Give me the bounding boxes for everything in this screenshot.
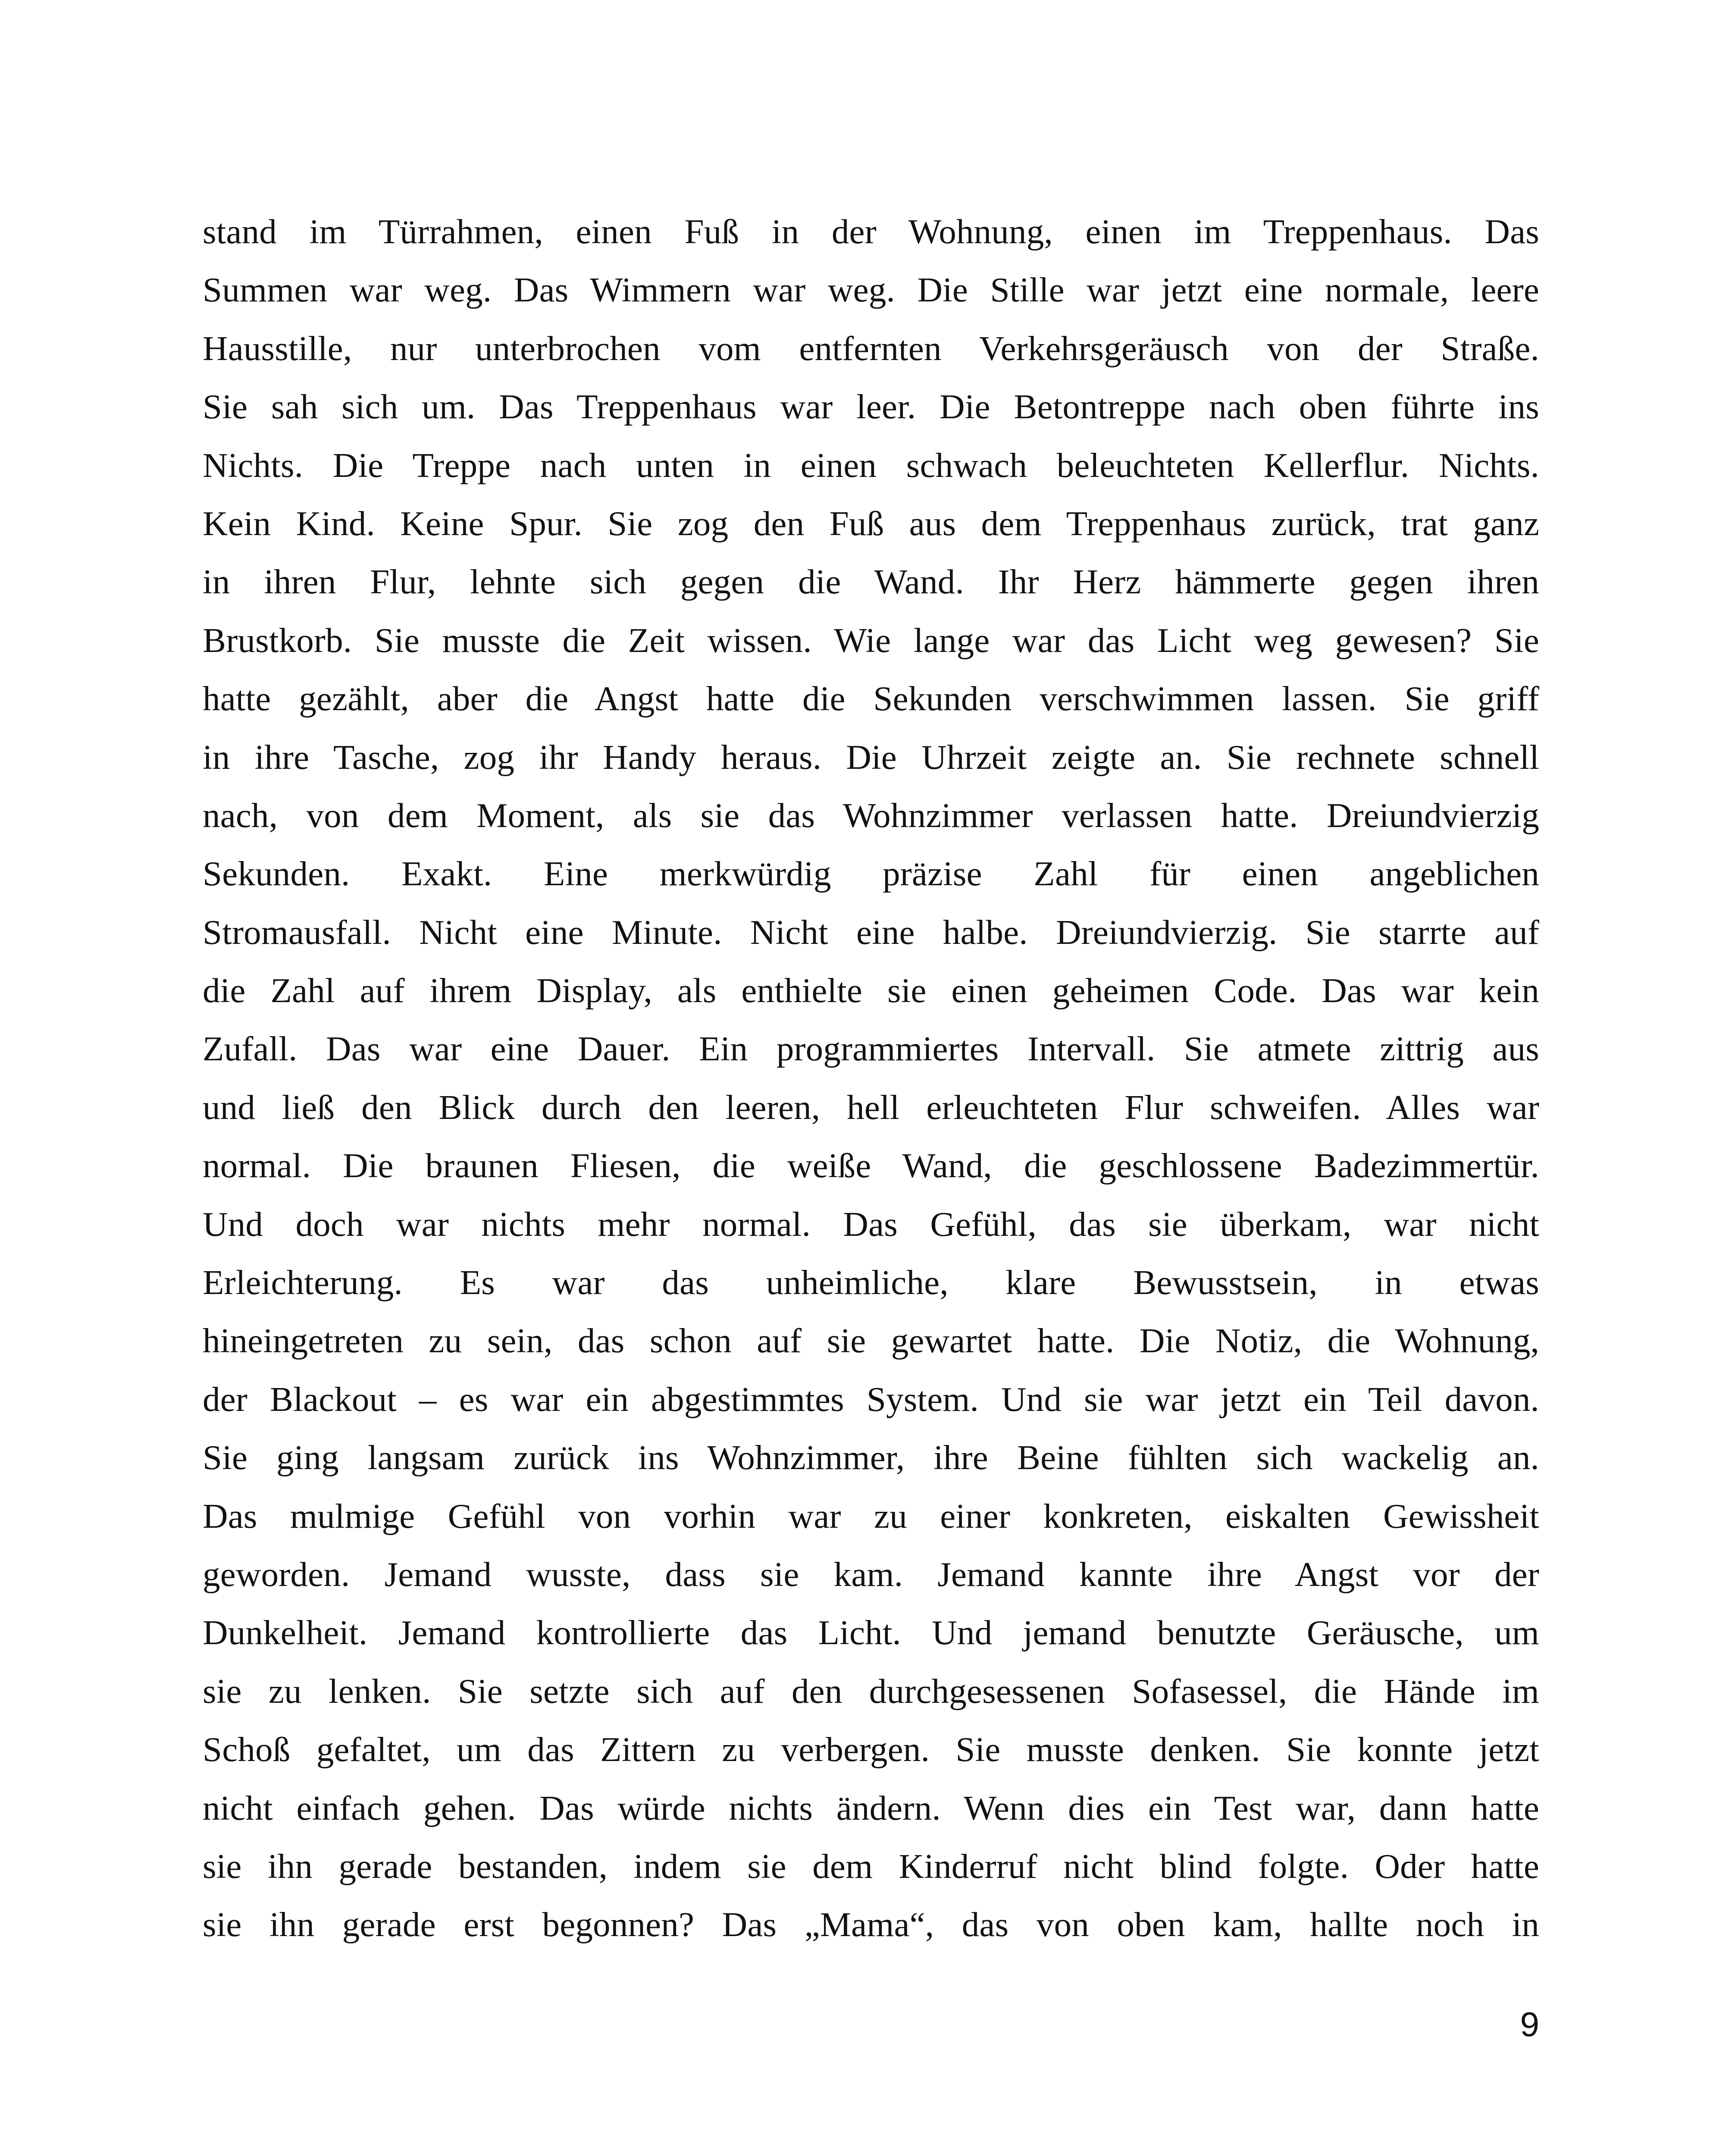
text-line: Sie ging langsam zurück ins Wohnzimmer, ihre Beine fühlten sich wackelig an. (203, 1438, 1539, 1477)
text-line: nach, von dem Moment, als sie das Wohnzimmer verlassen hatte. Dreiundvierzig (203, 796, 1539, 835)
text-line: Nichts. Die Treppe nach unten in einen schwach beleuchteten Kellerflur. Nichts. (203, 445, 1539, 485)
text-line: Und doch war nichts mehr normal. Das Gefühl, das sie überkam, war nicht (203, 1204, 1539, 1244)
text-line: hatte gezählt, aber die Angst hatte die Sekunden verschwimmen lassen. Sie griff (203, 679, 1539, 718)
text-line: die Zahl auf ihrem Display, als enthielte sie einen geheimen Code. Das war kein (203, 971, 1539, 1010)
text-line: Schoß gefaltet, um das Zittern zu verbergen. Sie musste denken. Sie konnte jetzt (203, 1730, 1539, 1769)
text-line: sie zu lenken. Sie setzte sich auf den durchgesessenen Sofasessel, die Hände im (203, 1671, 1539, 1711)
text-line: sie ihn gerade erst begonnen? Das „Mama“, das von oben kam, hallte noch in (203, 1905, 1539, 1944)
text-line: Das mulmige Gefühl von vorhin war zu einer konkreten, eiskalten Gewissheit (203, 1496, 1539, 1536)
text-line: in ihre Tasche, zog ihr Handy heraus. Die Uhrzeit zeigte an. Sie rechnete schnell (203, 737, 1539, 777)
text-line: Sie sah sich um. Das Treppenhaus war leer. Die Betontreppe nach oben führte ins (203, 387, 1539, 426)
text-line: der Blackout – es war ein abgestimmtes System. Und sie war jetzt ein Teil davon. (203, 1379, 1539, 1419)
text-line: geworden. Jemand wusste, dass sie kam. Jemand kannte ihre Angst vor der (203, 1554, 1539, 1594)
page-number: 9 (1520, 2005, 1539, 2043)
text-line: Stromausfall. Nicht eine Minute. Nicht eine halbe. Dreiundvierzig. Sie starrte auf (203, 912, 1539, 952)
text-line: Summen war weg. Das Wimmern war weg. Die Stille war jetzt eine normale, leere (203, 270, 1539, 310)
text-line: nicht einfach gehen. Das würde nichts ändern. Wenn dies ein Test war, dann hatte (203, 1788, 1539, 1827)
text-line: in ihren Flur, lehnte sich gegen die Wand. Ihr Herz hämmerte gegen ihren (203, 562, 1539, 602)
text-line: stand im Türrahmen, einen Fuß in der Wohnung, einen im Treppenhaus. Das (203, 212, 1539, 251)
text-line: hineingetreten zu sein, das schon auf sie gewartet hatte. Die Notiz, die Wohnung, (203, 1321, 1539, 1360)
text-line: Sekunden. Exakt. Eine merkwürdig präzise Zahl für einen angeblichen (203, 854, 1539, 893)
text-line: Hausstille, nur unterbrochen vom entfernten Verkehrsgeräusch von der Straße. (203, 329, 1539, 368)
text-line: normal. Die braunen Fliesen, die weiße Wand, die geschlossene Badezimmertür. (203, 1146, 1539, 1185)
text-line: Dunkelheit. Jemand kontrollierte das Licht. Und jemand benutzte Geräusche, um (203, 1613, 1539, 1652)
text-line: und ließ den Blick durch den leeren, hell erleuchteten Flur schweifen. Alles war (203, 1087, 1539, 1127)
text-line: Zufall. Das war eine Dauer. Ein programmiertes Intervall. Sie atmete zittrig aus (203, 1029, 1539, 1069)
text-line: sie ihn gerade bestanden, indem sie dem Kinderruf nicht blind folgte. Oder hatte (203, 1846, 1539, 1886)
text-line: Erleichterung. Es war das unheimliche, klare Bewusstsein, in etwas (203, 1263, 1539, 1302)
text-line: Brustkorb. Sie musste die Zeit wissen. Wie lange war das Licht weg gewesen? Sie (203, 620, 1539, 660)
text-line: Kein Kind. Keine Spur. Sie zog den Fuß aus dem Treppenhaus zurück, trat ganz (203, 504, 1539, 543)
body-paragraph (203, 203, 1539, 1954)
